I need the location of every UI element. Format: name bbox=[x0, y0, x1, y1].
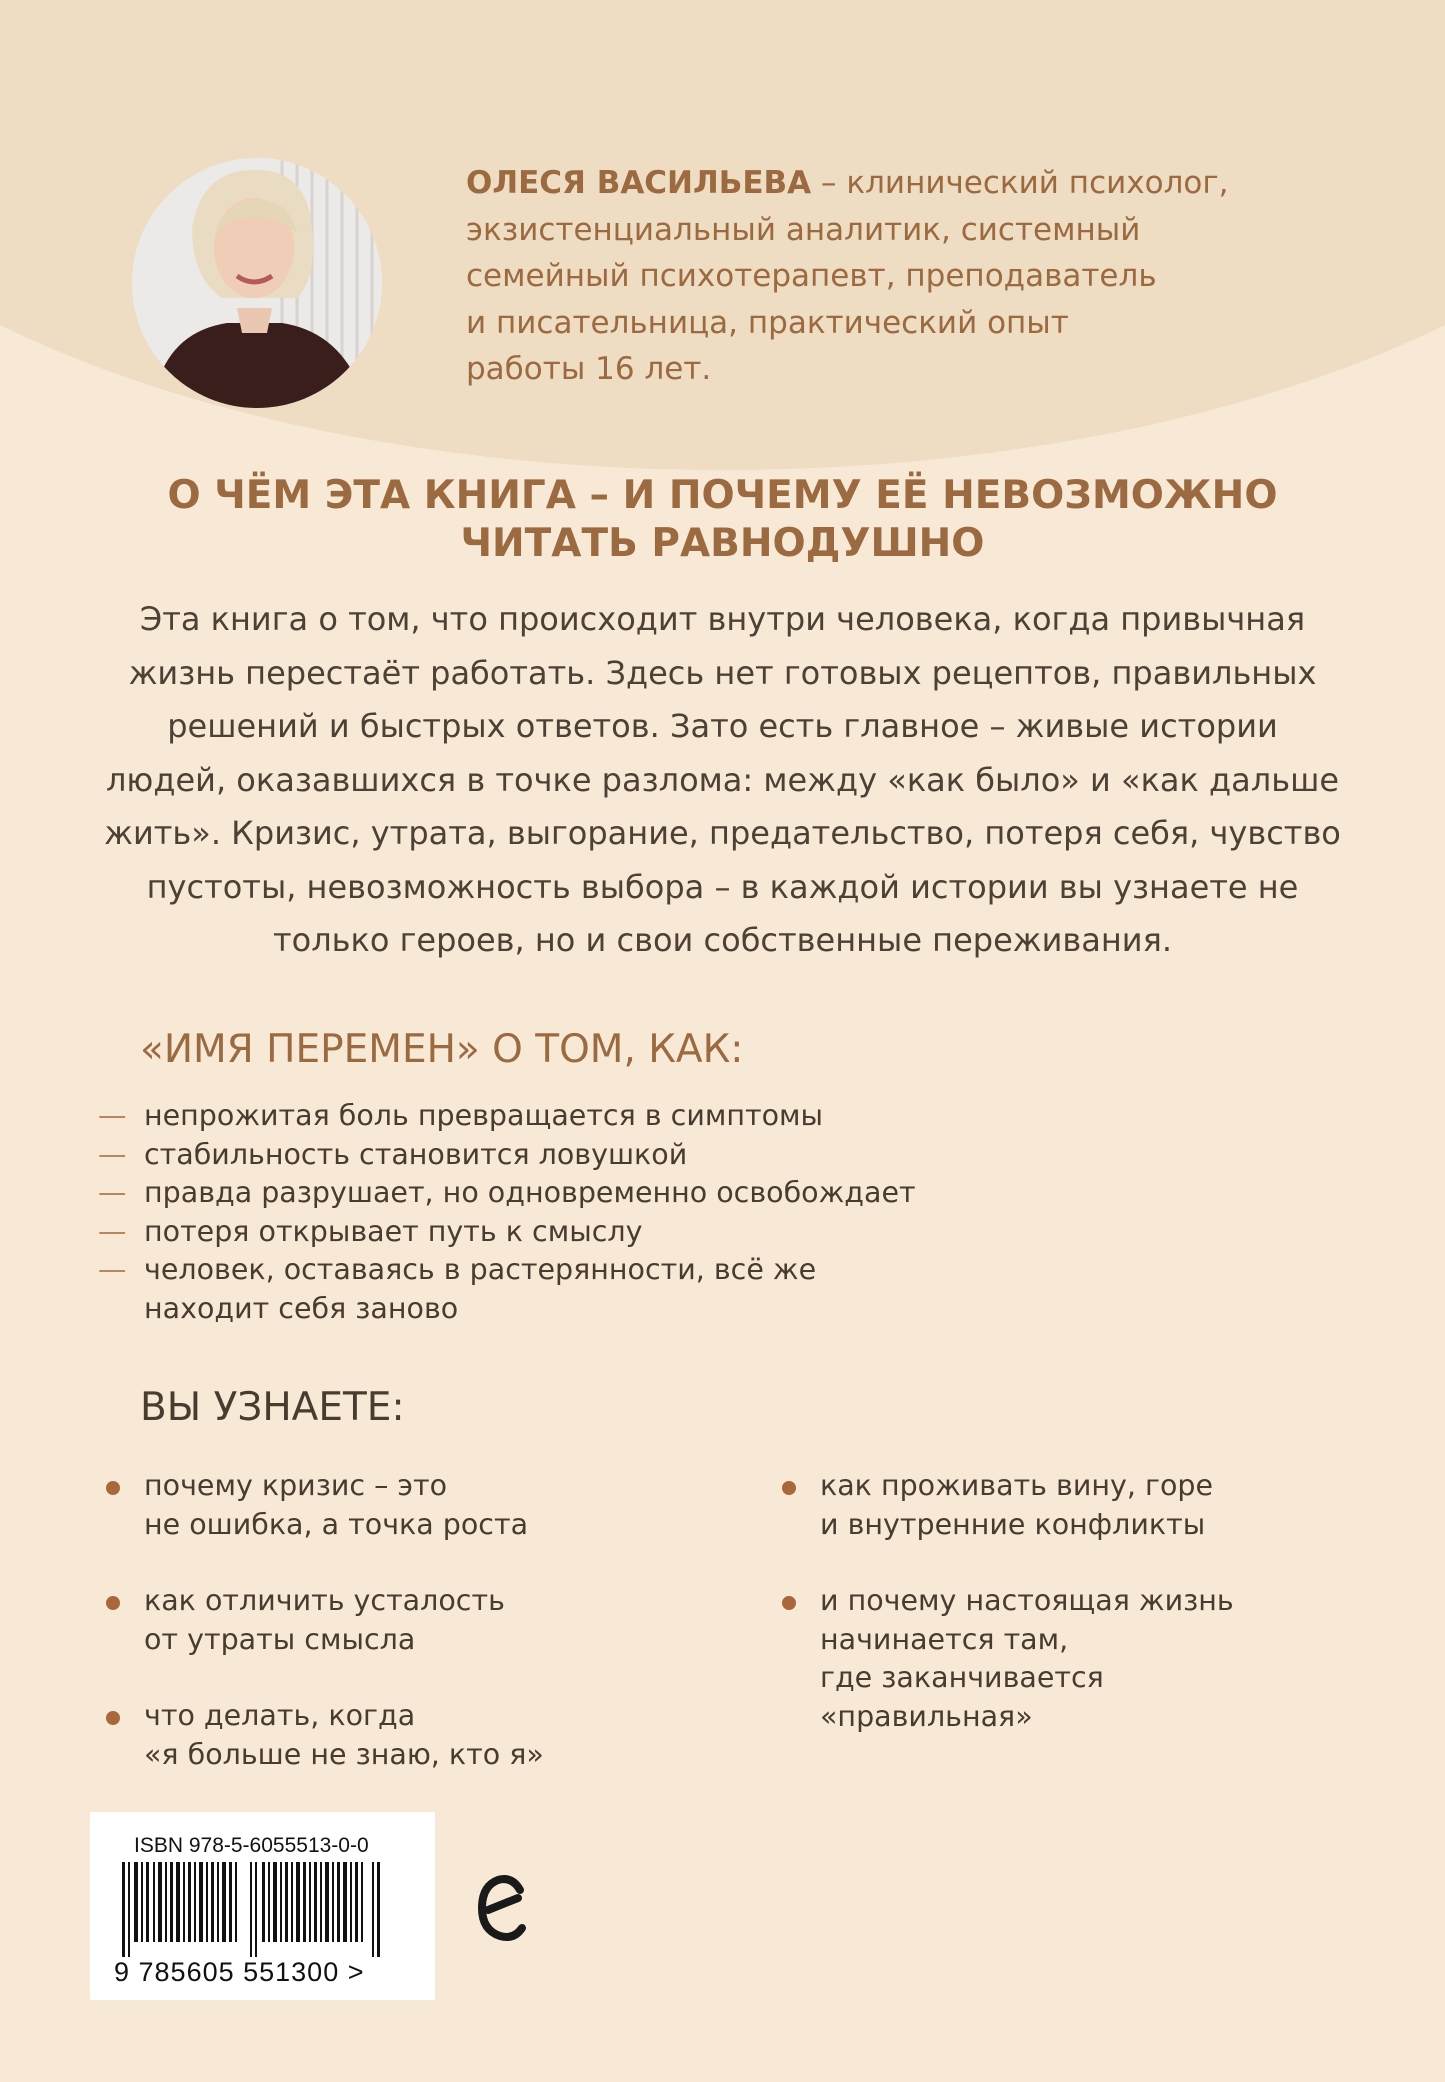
learn-item: что делать, когда «я больше не знаю, кто я» bbox=[102, 1697, 702, 1774]
about-text-line: людей, оказавшихся в точке разлома: между «как было» и «как дальше bbox=[105, 760, 1340, 799]
topics-heading: «ИМЯ ПЕРЕМЕН» О ТОМ, КАК: bbox=[140, 1027, 744, 1072]
dash-marker: — bbox=[98, 1176, 127, 1209]
learn-list-left bbox=[102, 1467, 702, 1774]
topic-item: — правда разрушает, но одновременно освобождает bbox=[98, 1174, 998, 1213]
author-bio-line-4: и писательница, практический опыт bbox=[466, 304, 1069, 341]
about-heading-line: ЧИТАТЬ РАВНОДУШНО bbox=[460, 521, 985, 566]
topic-item: — непрожитая боль превращается в симптомы bbox=[98, 1097, 998, 1136]
learn-item: почему кризис – это не ошибка, а точка роста bbox=[102, 1467, 702, 1544]
dash-marker: — bbox=[98, 1099, 127, 1132]
about-text-line: решений и быстрых ответов. Зато есть главное – живые истории bbox=[167, 707, 1278, 745]
learn-heading: ВЫ УЗНАЕТЕ: bbox=[140, 1385, 405, 1430]
about-heading bbox=[70, 472, 1375, 568]
author-bio-line-2: экзистенциальный аналитик, системный bbox=[466, 211, 1141, 248]
learn-list-right bbox=[778, 1467, 1398, 1736]
about-description bbox=[80, 593, 1365, 968]
about-text-line: Эта книга о том, что происходит внутри человека, когда привычная bbox=[139, 600, 1306, 638]
topic-item: — потеря открывает путь к смыслу bbox=[98, 1213, 998, 1252]
barcode-digits: 9 785605 551300 > bbox=[114, 1957, 365, 1987]
learn-item: как отличить усталость от утраты смысла bbox=[102, 1582, 702, 1659]
learn-item: и почему настоящая жизнь начинается там, где заканчивается «правильная» bbox=[778, 1582, 1398, 1736]
barcode-box bbox=[90, 1812, 435, 2000]
bullet-dot-icon bbox=[106, 1481, 120, 1495]
topics-list bbox=[98, 1097, 998, 1328]
dash-marker: — bbox=[98, 1253, 127, 1286]
isbn-label: ISBN 978-5-6055513-0-0 bbox=[134, 1834, 369, 1857]
barcode-icon bbox=[110, 1862, 410, 1957]
author-bio-line-1: ОЛЕСЯ ВАСИЛЬЕВА – клинический психолог, bbox=[466, 165, 1229, 201]
author-bio-line-5: работы 16 лет. bbox=[466, 351, 712, 387]
about-text-line: жизнь перестаёт работать. Здесь нет готовых рецептов, правильных bbox=[128, 653, 1317, 692]
topic-item: — стабильность становится ловушкой bbox=[98, 1136, 998, 1175]
author-photo bbox=[132, 158, 382, 408]
dash-marker: — bbox=[98, 1137, 127, 1171]
eksmo-logo-icon bbox=[472, 1868, 532, 1948]
bullet-dot-icon bbox=[106, 1711, 120, 1725]
author-bio-line-3: семейный психотерапевт, преподаватель bbox=[466, 258, 1157, 294]
about-text-line: пустоты, невозможность выбора – в каждой истории вы узнаете не bbox=[146, 867, 1299, 906]
author-name: ОЛЕСЯ ВАСИЛЬЕВА bbox=[466, 165, 812, 201]
bullet-dot-icon bbox=[106, 1596, 120, 1610]
about-text-line: жить». Кризис, утрата, выгорание, предательство, потеря себя, чувство bbox=[104, 814, 1341, 852]
about-text-line: только героев, но и свои собственные переживания. bbox=[272, 921, 1173, 959]
about-heading-line: О ЧЁМ ЭТА КНИГА – И ПОЧЕМУ ЕЁ НЕВОЗМОЖНО bbox=[167, 473, 1278, 518]
author-bio bbox=[466, 160, 1366, 393]
bullet-dot-icon bbox=[782, 1481, 796, 1495]
bullet-dot-icon bbox=[782, 1596, 796, 1610]
topic-item: — человек, оставаясь в растерянности, всё же находит себя заново bbox=[98, 1253, 817, 1325]
dash-marker: — bbox=[98, 1214, 127, 1248]
learn-item: как проживать вину, горе и внутренние конфликты bbox=[778, 1467, 1398, 1544]
